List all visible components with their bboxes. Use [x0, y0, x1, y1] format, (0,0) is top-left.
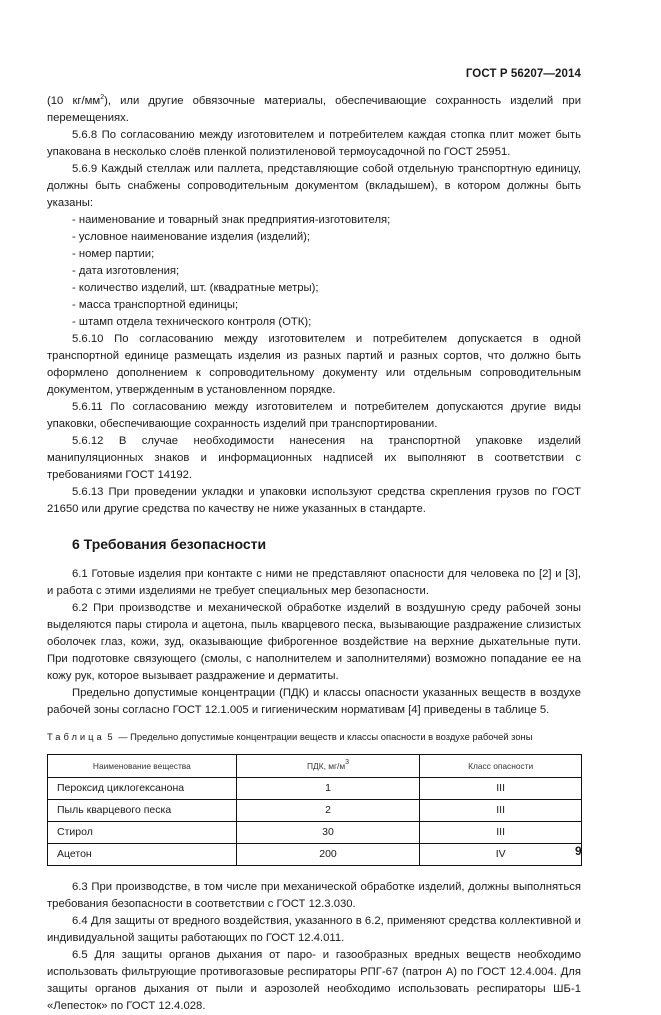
cell-substance: Ацетон — [48, 844, 237, 866]
cell-pdk: 1 — [236, 778, 420, 800]
list-item: - дата изготовления; — [72, 265, 180, 277]
paragraph-6-5: 6.5 Для защиты органов дыхания от паро- и газообразных вредных веществ необходимо использовать фильтрующие противогазовые респираторы РПГ-67 (патрон А) по ГОСТ 12.4.004. Для защиты органов дыхания от пыли и аэрозолей необходимо использовать респираторы ШБ-1 «Лепесток» по ГОСТ 12.4.028. — [47, 949, 581, 1012]
table-header-row — [48, 755, 582, 778]
list-item: - количество изделий, шт. (квадратные метры); — [72, 282, 319, 294]
paragraph-5-6-9: 5.6.9 Каждый стеллаж или паллета, представляющие собой отдельную транспортную единицу, должны быть снабжены сопроводительным документом (вкладышем), в котором должны быть указаны: — [47, 163, 581, 209]
table-row — [48, 822, 582, 844]
document-id: ГОСТ Р 56207—2014 — [465, 68, 581, 80]
cell-substance: Стирол — [48, 822, 237, 844]
table-5 — [47, 754, 582, 866]
column-header-substance: Наименование вещества — [48, 755, 237, 778]
list-item: - номер партии; — [72, 248, 155, 260]
paragraph-6-2: 6.2 При производстве и механической обработке изделий в воздушную среду рабочей зоны выделяются пары стирола и ацетона, пыль кварцевого песка, вызывающие раздражение слизистых оболочек глаз, кожи, зуд, оказывающие фиброгенное воздействие на верхние дыхательные пути. При подготовке связующего (смолы, с наполнителем и заполнителями) возможно попадание ее на кожу рук, которое вызывает раздражение и дерматиты. — [47, 602, 581, 682]
list-item: - наименование и товарный знак предприятия-изготовителя; — [72, 214, 391, 226]
paragraph-5-6-8: 5.6.8 По согласованию между изготовителем и потребителем каждая стопка плит может быть упакована в несколько слоёв пленкой полиэтиленовой термоусадочной по ГОСТ 25951. — [47, 129, 581, 158]
paragraph-continuation: (10 $кг/мм^2$), или другие обвязочные материалы, обеспечивающие сохранность изделий при перемещениях. — [47, 94, 582, 124]
paragraph-6-4: 6.4 Для защиты от вредного воздействия, указанного в 6.2, применяют средства коллективной и индивидуальной защиты работающих по ГОСТ 12.4.011. — [47, 915, 581, 944]
document-body — [47, 93, 581, 1015]
table-caption-number: 5 — [107, 731, 116, 742]
table-caption-label: Таблица — [47, 731, 105, 742]
table-caption-text: — Предельно допустимые концентрации веществ и классы опасности в воздухе рабочей зоны — [115, 731, 533, 742]
cell-hazard-class: III — [420, 800, 582, 822]
paragraph-5-6-13: 5.6.13 При проведении укладки и упаковки используют средства скрепления грузов по ГОСТ 21650 или другие средства по качеству не ниже указанных в стандарте. — [47, 486, 581, 515]
paragraph-5-6-12: 5.6.12 В случае необходимости нанесения на транспортной упаковке изделий манипуляционных знаков и информационных надписей их выполняют в соответствии с требованиями ГОСТ 14192. — [47, 435, 581, 481]
cell-pdk: 30 — [236, 822, 420, 844]
cell-substance: Пыль кварцевого песка — [48, 800, 237, 822]
section-heading: 6 Требования безопасности — [72, 536, 267, 552]
paragraph-6-3: 6.3 При производстве, в том числе при механической обработке изделий, должны выполняться требования безопасности в соответствии с ГОСТ 12.3.030. — [47, 881, 581, 910]
column-header-pdk: ПДК, $мг/м^3$ — [236, 755, 420, 778]
paragraph-pdk: Предельно допустимые концентрации (ПДК) и классы опасности указанных веществ в воздухе рабочей зоны согласно ГОСТ 12.1.005 и гигиеническим нормативам [4] приведены в таблице 5. — [47, 687, 581, 716]
table-row — [48, 778, 582, 800]
list-item: - штамп отдела технического контроля (ОТК); — [72, 316, 312, 328]
table-row — [48, 800, 582, 822]
table-caption — [47, 730, 581, 744]
table-row — [48, 844, 582, 866]
paragraph-6-1: 6.1 Готовые изделия при контакте с ними не представляют опасности для человека по [2] и [3], и работа с этими изделиями не требует специальных мер безопасности. — [47, 568, 581, 597]
cell-pdk: 2 — [236, 800, 420, 822]
cell-hazard-class: III — [420, 822, 582, 844]
cell-pdk: 200 — [236, 844, 420, 866]
list-item: - масса транспортной единицы; — [72, 299, 239, 311]
cell-hazard-class: IV — [420, 844, 582, 866]
cell-substance: Пероксид циклогексанона — [48, 778, 237, 800]
paragraph-5-6-10: 5.6.10 По согласованию между изготовителем и потребителем допускается в одной транспортной единице размещать изделия из разных партий и разных сортов, что должно быть оформлено дополнением к сопроводительному документу или отдельным сопроводительным документом, утвержденным в установленном порядке. — [47, 333, 581, 396]
list-item: - условное наименование изделия (изделий); — [72, 231, 311, 243]
column-header-hazard-class: Класс опасности — [420, 755, 582, 778]
paragraph-5-6-11: 5.6.11 По согласованию между изготовителем и потребителем допускаются другие виды упаковки, обеспечивающие сохранность изделий при транспортировании. — [47, 401, 581, 430]
page-number: 9 — [575, 844, 582, 858]
cell-hazard-class: III — [420, 778, 582, 800]
